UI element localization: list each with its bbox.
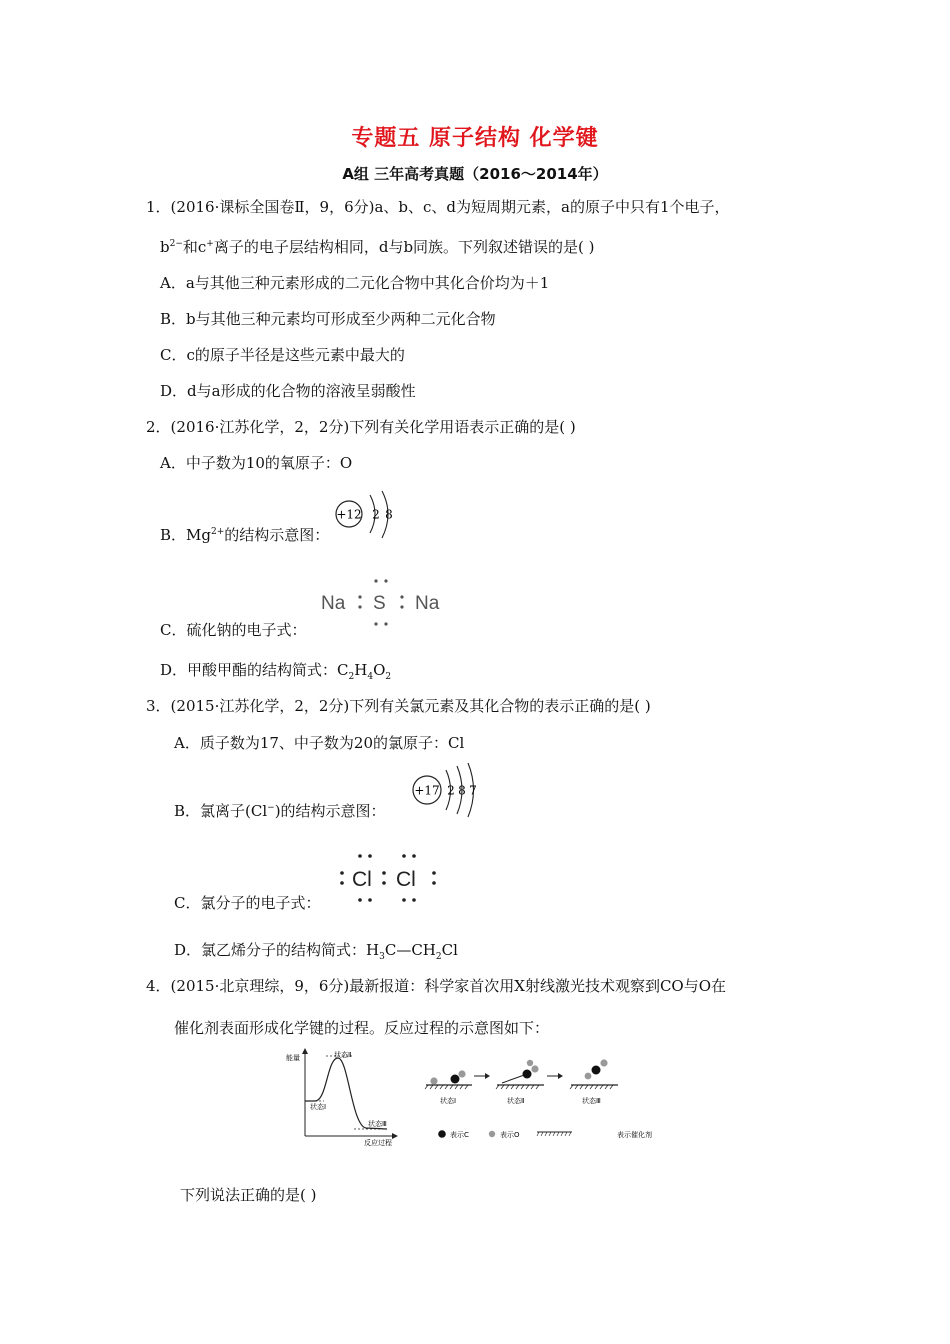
legend-carbon: 表示C (450, 1131, 469, 1139)
q1-stem-line2 (160, 237, 595, 257)
q1-option-a: A．a与其他三种元素形成的二元化合物中其化合价均为＋1 (160, 274, 550, 292)
q3-option-b-charge: − (267, 803, 275, 813)
page-title: 专题五 原子结构 化学键 (351, 126, 599, 151)
chlorine-molecule-electron-formula (334, 846, 446, 908)
q2-sub-o: 2 (385, 672, 392, 682)
q3-option-b-prefix: B．氯离子(Cl (174, 802, 268, 820)
q2-option-b (160, 525, 329, 545)
q2-option-d (160, 660, 391, 680)
chloride-ion-structure-diagram (410, 762, 482, 818)
q3-option-b (174, 801, 386, 821)
graph-state-2: 状态Ⅱ (334, 1051, 352, 1059)
process-state-1-label: 状态Ⅰ (440, 1097, 457, 1105)
sodium-sulfide-electron-formula (316, 572, 456, 632)
q1-option-d: D．d与a形成的化合物的溶液呈弱酸性 (160, 382, 416, 400)
q2-sub-c: 2 (348, 672, 355, 682)
q2-option-b-charge: 2+ (210, 527, 225, 537)
q1-charge-b: 2− (169, 239, 183, 249)
legend-oxygen: 表示O (500, 1131, 520, 1139)
q3-option-d (174, 940, 458, 960)
q3-sub-h2: 2 (435, 952, 442, 962)
energy-axis-label: 能量 (286, 1054, 300, 1062)
cl-right-symbol: Cl (396, 868, 416, 891)
na-left-symbol: Na (321, 593, 346, 614)
cl-shell-1-count: 2 (447, 783, 455, 798)
cl-left-symbol: Cl (352, 868, 372, 891)
q4-stem-line1: 4．(2015·北京理综，9，6分)最新报道：科学家首次用X射线激光技术观察到CO与O在 (146, 977, 727, 995)
q1-option-c: C．c的原子半径是这些元素中最大的 (160, 346, 405, 364)
q2-option-b-prefix: B．Mg (160, 526, 211, 544)
q3-option-a: A．质子数为17、中子数为20的氯原子：Cl (174, 734, 465, 752)
q3-option-b-suffix: )的结构示意图： (274, 802, 386, 820)
cl-nucleus-label: +17 (414, 783, 440, 798)
mg-ion-structure-diagram (332, 490, 402, 542)
legend-catalyst: 表示催化剂 (617, 1131, 652, 1139)
q4-stem-line2: 催化剂表面形成化学键的过程。反应过程的示意图如下： (174, 1019, 550, 1037)
q2-stem: 2．(2016·江苏化学，2，2分)下列有关化学用语表示正确的是( ) (146, 418, 576, 436)
q2-sub-h: 4 (367, 672, 374, 682)
q1-charge-c: + (206, 239, 214, 249)
mg-shell-2-count: 8 (385, 507, 393, 522)
mg-shell-1-count: 2 (372, 507, 380, 522)
graph-state-3: 状态Ⅲ (368, 1120, 387, 1128)
q2-option-d-prefix: D．甲酸甲酯的结构简式：C (160, 661, 349, 679)
cl-shell-2-count: 8 (458, 783, 466, 798)
graph-state-1: 状态Ⅰ (310, 1103, 327, 1111)
mg-nucleus-label: +12 (336, 507, 362, 522)
process-state-2-label: 状态Ⅱ (507, 1097, 525, 1105)
sulfur-symbol: S (373, 593, 386, 614)
q1-stem-rest: 离子的电子层结构相同，d与b同族。下列叙述错误的是( ) (213, 238, 595, 256)
q3-sub-h: 3 (379, 952, 385, 962)
q1-ion-b: b (160, 238, 170, 256)
na-right-symbol: Na (415, 593, 440, 614)
q3-stem: 3．(2015·江苏化学，2，2分)下列有关氯元素及其化合物的表示正确的是( ) (146, 697, 651, 715)
q2-h: H (354, 661, 368, 679)
process-state-3-label: 状态Ⅲ (582, 1097, 601, 1105)
cl-shell-3-count: 7 (469, 783, 477, 798)
q3-option-d-prefix: D．氯乙烯分子的结构简式：H (174, 941, 380, 959)
q2-o: O (373, 661, 386, 679)
q1-ion-c: 和c (182, 238, 207, 256)
q1-stem-line1: 1．(2016·课标全国卷Ⅱ，9，6分)a、b、c、d为短周期元素，a的原子中只有1个电子， (146, 198, 730, 216)
reaction-process-figure (282, 1046, 690, 1150)
q3-cl: Cl (441, 941, 458, 959)
q1-option-b: B．b与其他三种元素均可形成至少两种二元化合物 (160, 310, 496, 328)
q3-c-ch: C—CH (384, 941, 436, 959)
q4-question: 下列说法正确的是( ) (180, 1186, 317, 1204)
section-subtitle: A组 三年高考真题（2016～2014年） (342, 165, 608, 183)
process-axis-label: 反应过程 (364, 1139, 392, 1147)
q2-option-c: C．硫化钠的电子式： (160, 621, 307, 639)
q3-option-c: C．氯分子的电子式： (174, 894, 321, 912)
q2-option-a: A．中子数为10的氧原子：O (160, 454, 353, 472)
q2-option-b-suffix: 的结构示意图： (224, 526, 330, 544)
